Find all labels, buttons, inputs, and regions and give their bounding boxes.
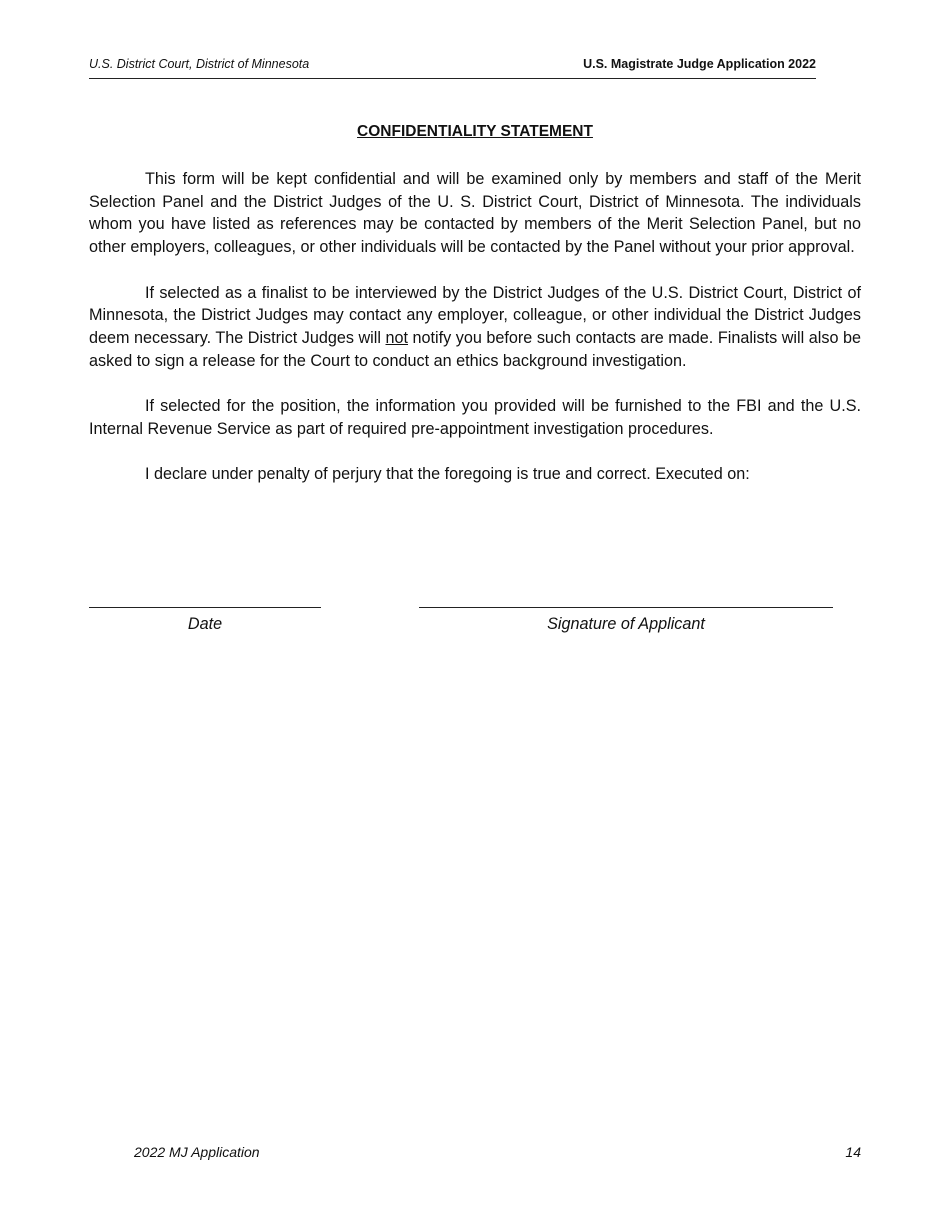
page-header	[89, 56, 816, 79]
footer-document-name: 2022 MJ Application	[134, 1144, 260, 1160]
paragraph-confidentiality: This form will be kept confidential and will be examined only by members and staff of the Merit Selection Panel and the District Judges of the U. S. District Court, District of Minnesota. The individuals whom you have listed as references may be contacted by members of the Merit Selection Panel, but no other employers, colleagues, or other individuals will be contacted by the Panel without your prior approval.	[89, 170, 861, 257]
page-number: 14	[845, 1144, 861, 1160]
paragraph-selection: If selected for the position, the information you provided will be furnished to the FBI and the U.S. Internal Revenue Service as part of required pre-appointment investigation procedures.	[89, 397, 861, 438]
underlined-not: not	[385, 328, 409, 347]
header-application-title: U.S. Magistrate Judge Application 2022	[583, 57, 816, 71]
paragraph-finalist	[89, 282, 861, 373]
date-label: Date	[187, 615, 223, 633]
page-title: CONFIDENTIALITY STATEMENT	[357, 123, 593, 140]
paragraph-finalist-part2: notify you before such contacts are made. Finalists will also be asked to sign a release for the Court to conduct an ethics background investigation.	[89, 328, 861, 370]
paragraph-finalist-part1: If selected as a finalist to be interviewed by the District Judges of the U.S. District Court, District of Minnesota, the District Judges may contact any employer, colleague, or other individual the District Judges deem necessary. The District Judges will	[89, 283, 861, 347]
header-court-name: U.S. District Court, District of Minnesota	[89, 57, 310, 71]
date-line[interactable]	[89, 607, 321, 608]
signature-line[interactable]	[419, 607, 833, 608]
statement-body	[89, 168, 861, 508]
paragraph-declaration: I declare under penalty of perjury that the foregoing is true and correct. Executed on:	[145, 465, 750, 484]
signature-label: Signature of Applicant	[547, 615, 705, 633]
